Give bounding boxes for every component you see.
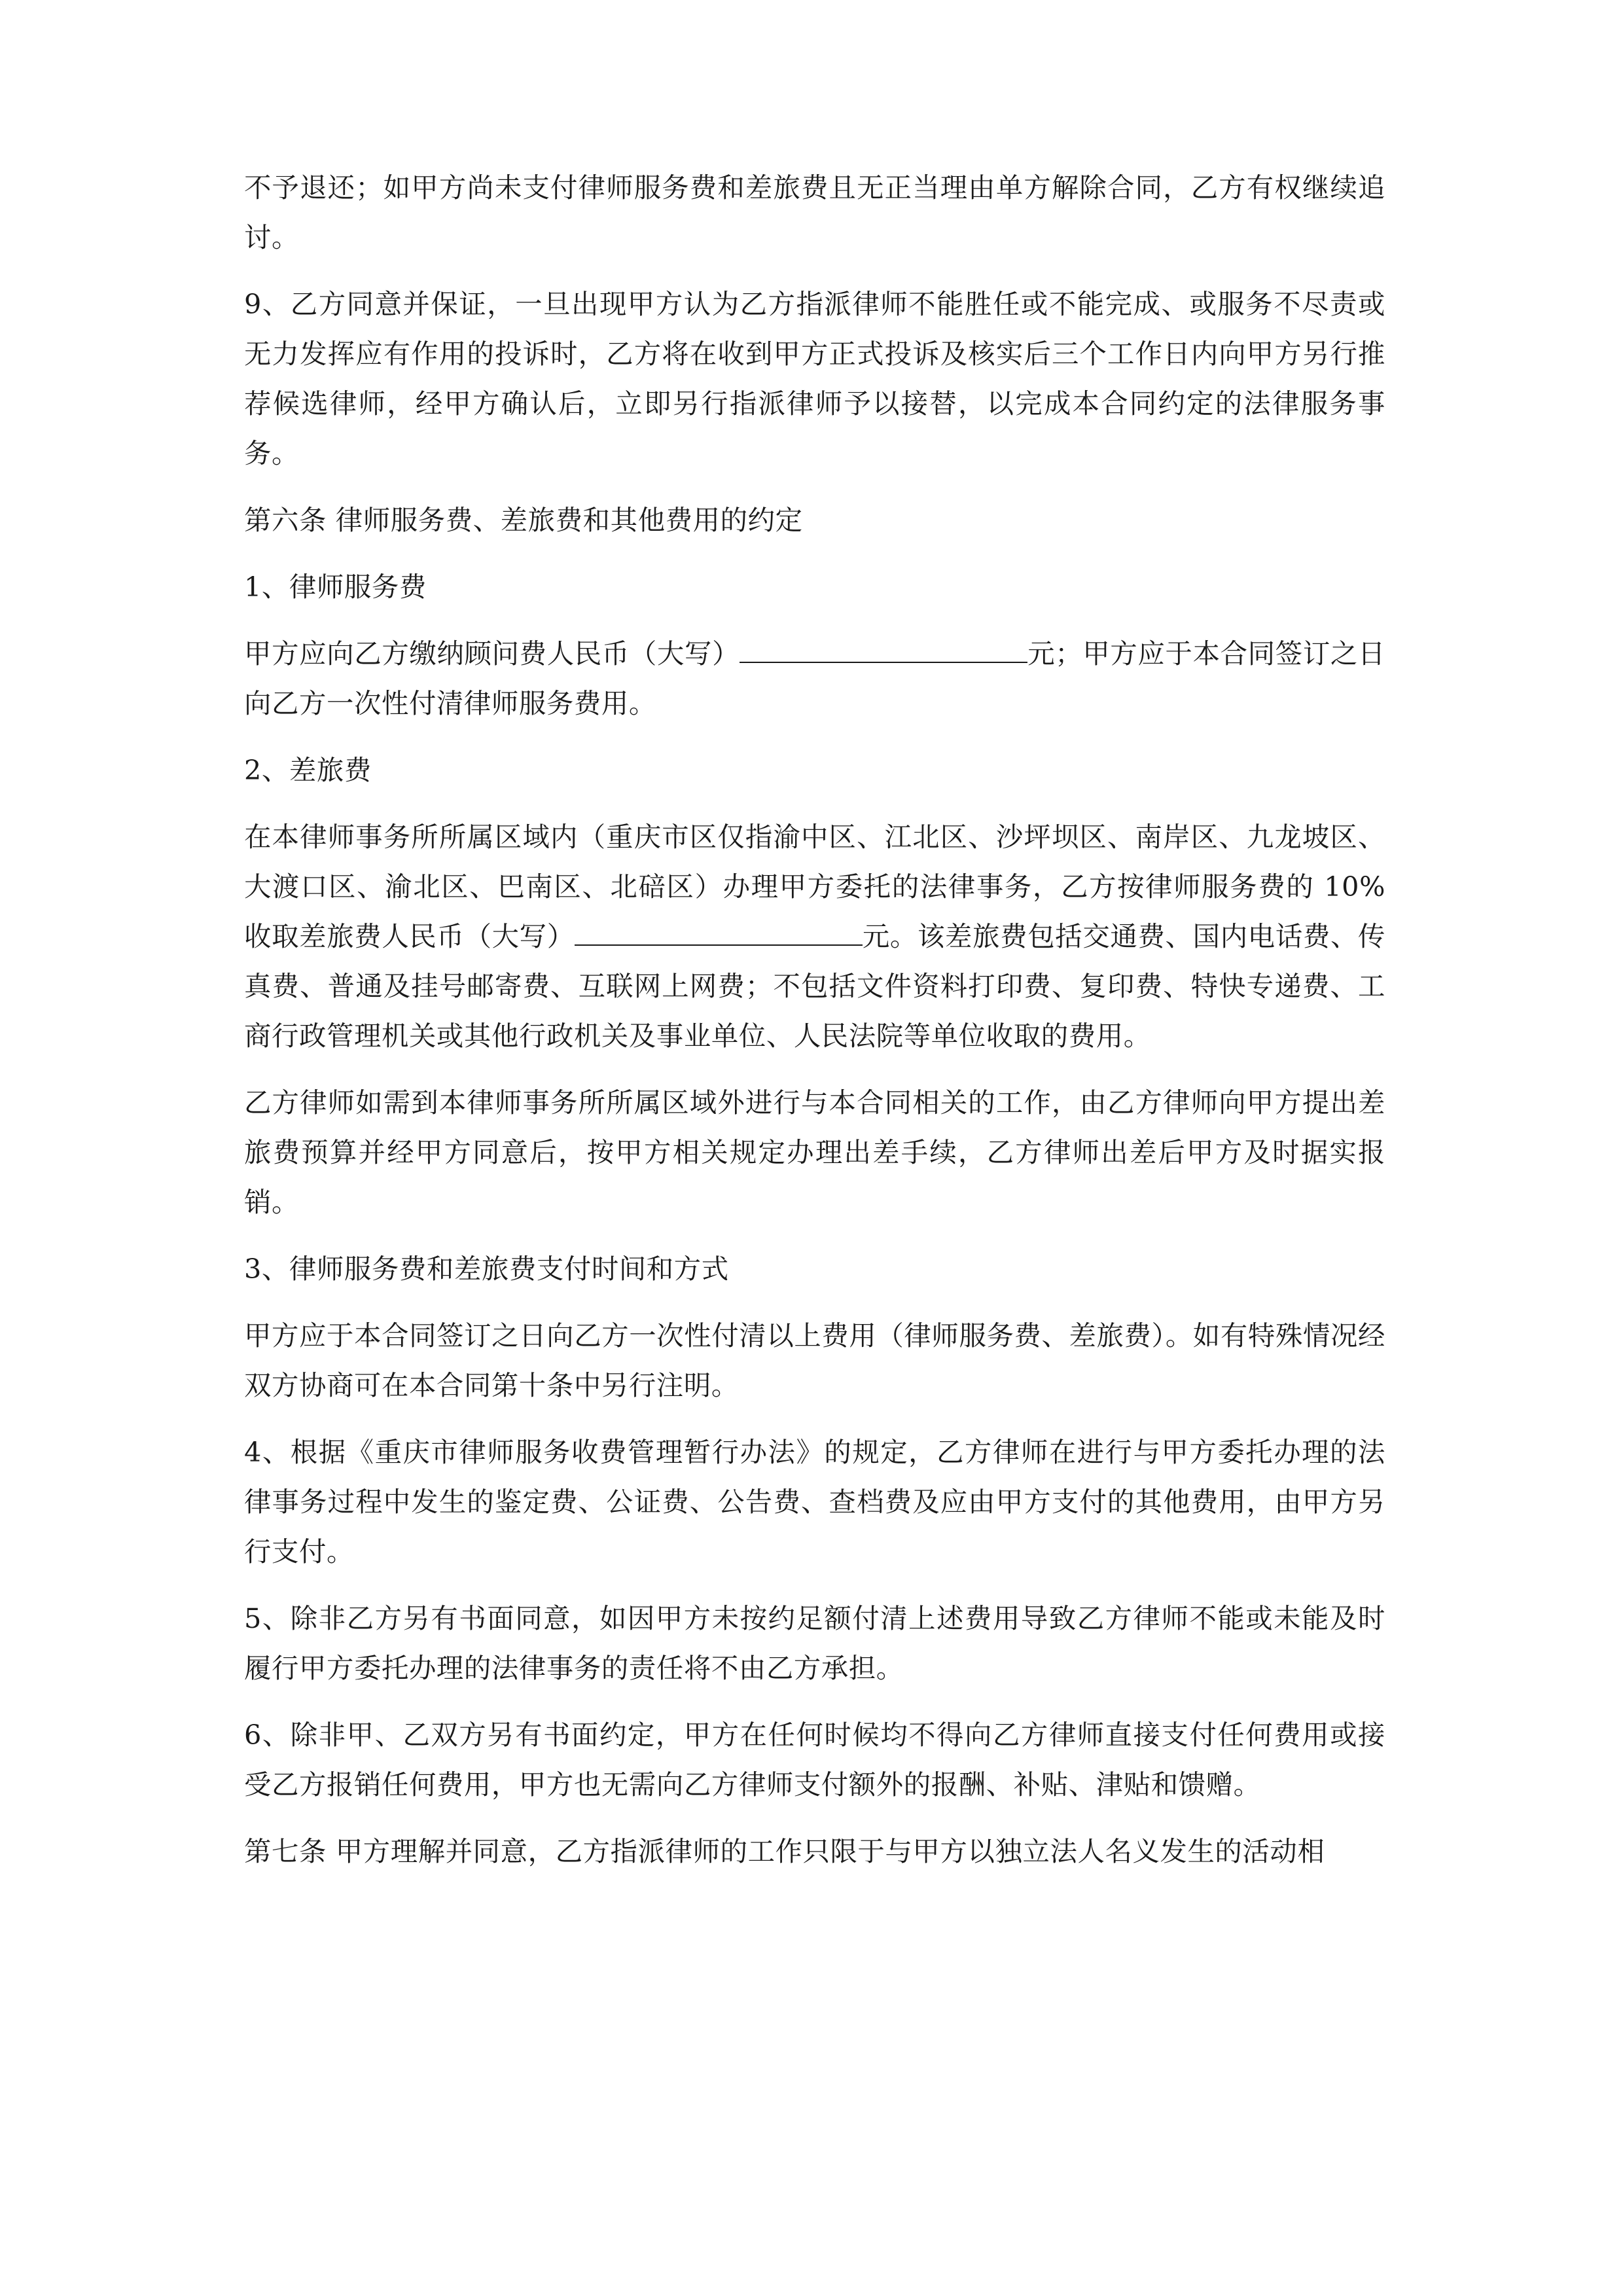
subheading-service-fee [244, 562, 1385, 612]
article-6-heading [244, 495, 1385, 545]
subheading-text: 1、律师服务费 [244, 571, 427, 603]
paragraph-text: 不予退还；如甲方尚未支付律师服务费和差旅费且无正当理由单方解除合同，乙方有权继续追讨。 [244, 172, 1385, 253]
paragraph-service-fee-amount [244, 629, 1385, 728]
paragraph-lawyer-replacement [244, 279, 1385, 478]
paragraph-payment-timing [244, 1311, 1385, 1410]
paragraph-travel-expense-amount [244, 812, 1385, 1061]
paragraph-text: 6、除非甲、乙双方另有书面约定，甲方在任何时候均不得向乙方律师直接支付任何费用或接受乙方报销任何费用，甲方也无需向乙方律师支付额外的报酬、补贴、津贴和馈赠。 [244, 1719, 1385, 1801]
paragraph-refund-clause [244, 163, 1385, 262]
paragraph-text: 9、乙方同意并保证，一旦出现甲方认为乙方指派律师不能胜任或不能完成、或服务不尽责或无力发挥应有作用的投诉时，乙方将在收到甲方正式投诉及核实后三个工作日内向甲方另行推荐候选律师，经甲方确认后，立即另行指派律师予以接替，以完成本合同约定的法律服务事务。 [244, 289, 1385, 469]
travel-fee-blank-field[interactable] [575, 920, 863, 946]
paragraph-no-direct-payment [244, 1710, 1385, 1810]
paragraph-text: 在本律师事务所所属区域内（重庆市区仅指渝中区、江北区、沙坪坝区、南岸区、九龙坡区、大渡口区、渝北区、巴南区、北碚区）办理甲方委托的法律事务，乙方按律师服务费的 10%收取差旅费人民币（大写） [244, 821, 1385, 952]
paragraph-text: 乙方律师如需到本律师事务所所属区域外进行与本合同相关的工作，由乙方律师向甲方提出差旅费预算并经甲方同意后，按甲方相关规定办理出差手续，乙方律师出差后甲方及时据实报销。 [244, 1087, 1385, 1218]
paragraph-out-of-area-travel [244, 1078, 1385, 1227]
paragraph-text: 甲方应于本合同签订之日向乙方一次性付清以上费用（律师服务费、差旅费）。如有特殊情况经双方协商可在本合同第十条中另行注明。 [244, 1320, 1385, 1401]
subheading-text: 3、律师服务费和差旅费支付时间和方式 [244, 1253, 729, 1285]
paragraph-text: 甲方应向乙方缴纳顾问费人民币（大写） [244, 638, 740, 670]
paragraph-nonpayment-liability [244, 1594, 1385, 1693]
paragraph-other-fees [244, 1427, 1385, 1577]
article-7-start [244, 1827, 1385, 1876]
heading-text: 第六条 律师服务费、差旅费和其他费用的约定 [244, 505, 803, 536]
contract-body [244, 163, 1385, 1893]
paragraph-text: 第七条 甲方理解并同意，乙方指派律师的工作只限于与甲方以独立法人名义发生的活动相 [244, 1836, 1325, 1867]
paragraph-text: 元。该差旅费包括交通费、国内电话费、传真费、普通及挂号邮寄费、互联网上网费；不包括文件资料打印费、复印费、特快专递费、工商行政管理机关或其他行政机关及事业单位、人民法院等单位收取的费用。 [244, 921, 1386, 1052]
subheading-payment-timing [244, 1244, 1385, 1294]
service-fee-blank-field[interactable] [740, 637, 1027, 663]
paragraph-text: 4、根据《重庆市律师服务收费管理暂行办法》的规定，乙方律师在进行与甲方委托办理的法律事务过程中发生的鉴定费、公证费、公告费、查档费及应由甲方支付的其他费用，由甲方另行支付。 [244, 1437, 1385, 1568]
subheading-text: 2、差旅费 [244, 755, 372, 786]
subheading-travel-expense [244, 745, 1385, 795]
paragraph-text: 元；甲方应于本合同签订之日向乙方一次性付清律师服务费用。 [244, 638, 1385, 719]
paragraph-text: 5、除非乙方另有书面同意，如因甲方未按约足额付清上述费用导致乙方律师不能或未能及时履行甲方委托办理的法律事务的责任将不由乙方承担。 [244, 1603, 1385, 1684]
